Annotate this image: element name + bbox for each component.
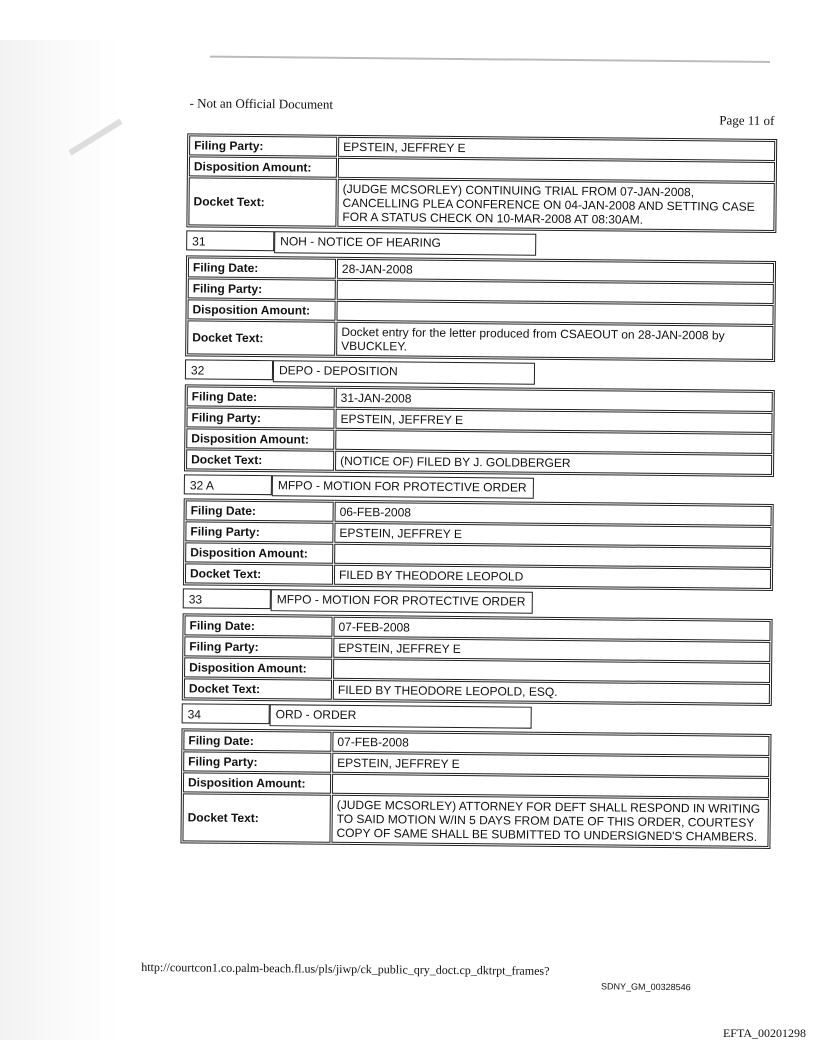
field-label: Disposition Amount: <box>184 658 332 679</box>
docket-entry-header <box>186 230 776 257</box>
field-value: FILED BY THEODORE LEOPOLD, ESQ. <box>333 680 770 704</box>
entry-details <box>185 255 776 362</box>
field-label: Disposition Amount: <box>189 156 337 177</box>
entry-type: DEPO - DEPOSITION <box>273 360 535 384</box>
field-row-docket-text <box>185 564 771 590</box>
field-value <box>336 301 773 325</box>
field-row-docket-text <box>182 793 768 847</box>
entry-type: ORD - ORDER <box>270 704 532 728</box>
field-row-docket-text <box>188 177 774 231</box>
field-value <box>334 544 771 568</box>
entry-number: 33 <box>183 589 271 610</box>
docket-entry-header <box>182 704 772 731</box>
field-value: Docket entry for the letter produced from CSAEOUT on 28-JAN-2008 by VBUCKLEY. <box>336 322 773 360</box>
field-row-docket-text <box>184 679 770 705</box>
field-label: Docket Text: <box>187 320 335 355</box>
entry-details <box>183 499 774 592</box>
entry-number: 34 <box>182 704 270 725</box>
field-label: Filing Party: <box>186 407 334 428</box>
field-value: 07-FEB-2008 <box>332 732 769 756</box>
entry-type: MFPO - MOTION FOR PROTECTIVE ORDER <box>271 590 533 614</box>
docket-entry-header <box>184 474 774 501</box>
field-value: EPSTEIN, JEFFREY E <box>338 137 775 161</box>
field-value <box>335 429 772 453</box>
field-label: Filing Party: <box>184 637 332 658</box>
field-label: Disposition Amount: <box>185 543 333 564</box>
field-label: Filing Date: <box>187 386 335 407</box>
field-value: (NOTICE OF) FILED BY J. GOLDBERGER <box>335 450 772 474</box>
field-label: Filing Party: <box>189 135 337 156</box>
field-label: Docket Text: <box>185 564 333 585</box>
entry-details <box>180 728 771 849</box>
field-value: EPSTEIN, JEFFREY E <box>332 753 769 777</box>
entry-number: 31 <box>186 230 274 251</box>
field-value: FILED BY THEODORE LEOPOLD <box>334 565 771 589</box>
field-value: 28-JAN-2008 <box>337 259 774 283</box>
field-label: Filing Date: <box>184 616 332 637</box>
field-value: 06-FEB-2008 <box>335 502 772 526</box>
field-label: Filing Party: <box>188 278 336 299</box>
entry-number: 32 <box>185 359 273 380</box>
field-label: Filing Party: <box>183 751 331 772</box>
page-edge <box>210 56 770 63</box>
field-label: Filing Date: <box>186 501 334 522</box>
field-value: EPSTEIN, JEFFREY E <box>335 408 772 432</box>
scan-shadow <box>0 40 120 1040</box>
field-label: Docket Text: <box>184 679 332 700</box>
field-label: Filing Date: <box>188 257 336 278</box>
field-value: (JUDGE MCSORLEY) ATTORNEY FOR DEFT SHALL RESPOND IN WRITING TO SAID MOTION W/IN 5 DAYS FROM DATE OF THIS ORDER, COURTESY COPY OF SAME SHALL BE SUBMITTED TO UNDERSIGNED'S CHAMBERS. <box>331 795 768 847</box>
docket-entry-header <box>185 359 775 386</box>
entry-details <box>184 384 775 477</box>
field-value: 07-FEB-2008 <box>333 617 770 641</box>
header-disclaimer: - Not an Official Document <box>189 95 334 112</box>
field-value <box>338 158 775 182</box>
source-url: http://courtcon1.co.palm-beach.fl.us/pls/jiwp/ck_public_qry_doct.cp_dktrpt_frames? <box>141 959 550 978</box>
field-value <box>333 659 770 683</box>
field-value <box>337 280 774 304</box>
field-label: Filing Party: <box>185 522 333 543</box>
partial-entry-details <box>186 133 777 233</box>
field-label: Disposition Amount: <box>183 772 331 793</box>
docket-list <box>180 133 777 849</box>
field-value: (JUDGE MCSORLEY) CONTINUING TRIAL FROM 07-JAN-2008, CANCELLING PLEA CONFERENCE ON 04-JAN-2008 AND SETTING CASE FOR A STATUS CHECK ON 10-MAR-2008 AT 08:30AM. <box>337 179 774 231</box>
field-label: Docket Text: <box>186 449 334 470</box>
document-page <box>141 55 790 1006</box>
entry-number: 32 A <box>184 474 272 495</box>
bates-number: SDNY_GM_00328546 <box>601 981 691 993</box>
field-value: 31-JAN-2008 <box>336 387 773 411</box>
page-number: Page 11 of <box>719 112 775 128</box>
field-label: Disposition Amount: <box>187 299 335 320</box>
field-label: Filing Date: <box>183 730 331 751</box>
field-label: Docket Text: <box>182 793 330 842</box>
efta-number: EFTA_00201298 <box>722 1026 806 1040</box>
field-value <box>332 774 769 798</box>
entry-type: NOH - NOTICE OF HEARING <box>274 231 536 255</box>
field-label: Docket Text: <box>188 177 336 226</box>
field-row-docket-text <box>187 320 773 360</box>
field-row-docket-text <box>186 449 772 475</box>
entry-type: MFPO - MOTION FOR PROTECTIVE ORDER <box>272 475 534 499</box>
field-value: EPSTEIN, JEFFREY E <box>334 523 771 547</box>
docket-entry-header <box>183 589 773 616</box>
field-value: EPSTEIN, JEFFREY E <box>333 638 770 662</box>
entry-details <box>182 614 773 707</box>
field-label: Disposition Amount: <box>186 428 334 449</box>
